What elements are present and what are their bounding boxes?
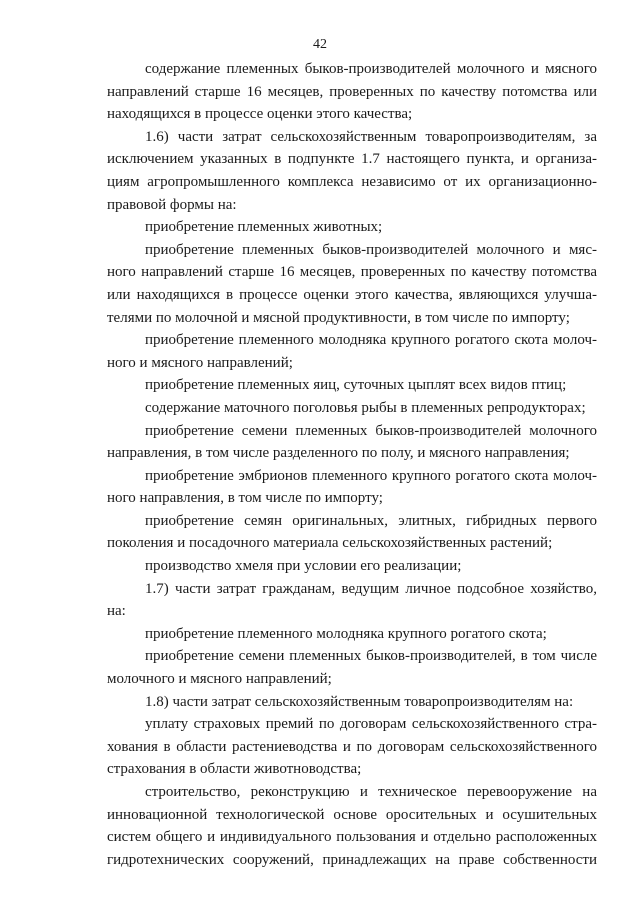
paragraph: 1.8) части затрат сельскохозяйственным товаропроизводителям на: [145,693,574,710]
paragraph: 1.7) части затрат гражданам, ведущим личное подсобное хозяйство, на: [107,580,597,620]
document-body [107,58,597,871]
paragraph: приобретение семени племенных быков-производителей молочного направления, в том числе разделенного по полу, и мясного направления; [107,422,597,462]
paragraph: приобретение племенного молодняка крупного рогатого скота; [145,625,547,642]
paragraph: строительство, реконструкцию и техническое перевооружение на инновационной технологической основе оросительных и осушительных систем общего и индивидуального пользования и отдельно расположенных гидротехнических сооружений, принадлежащих на праве собственности [107,784,597,868]
paragraph: приобретение семян оригинальных, элитных, гибридных первого поколения и посадочного материала сельскохозяйственных растений; [107,512,597,552]
paragraph: приобретение племенных быков-производителей молочного и мясного направлений старше 16 месяцев, проверенных по качеству потомства или находящихся в процессе оценки этого качества, являющихся улучшателями по молочной и мясной продуктивности, в том числе по импорту; [107,241,597,326]
paragraph: приобретение племенных животных; [145,219,383,236]
paragraph: уплату страховых премий по договорам сельскохозяйственного страхования в области растениеводства и по договорам сельскохозяйственного страхования в области животноводства; [107,716,597,778]
paragraph: содержание маточного поголовья рыбы в племенных репродукторах; [145,399,586,416]
paragraph: приобретение эмбрионов племенного крупного рогатого скота молочного направления, в том числе по импорту; [107,467,597,507]
paragraph: приобретение племенных яиц, суточных цыплят всех видов птиц; [145,377,567,394]
paragraph: приобретение семени племенных быков-производителей, в том числе молочного и мясного направлений; [107,648,597,688]
paragraph: 1.6) части затрат сельскохозяйственным товаропроизводителям, за исключением указанных в подпункте 1.7 настоящего пункта, и организациям агропромышленного комплекса независимо от их организационно-правовой формы на: [107,128,597,213]
paragraph: производство хмеля при условии его реализации; [145,558,462,575]
page-number: 42 [313,37,327,52]
paragraph: приобретение племенного молодняка крупного рогатого скота молочного и мясного направлений; [107,332,597,371]
paragraph: содержание племенных быков-производителей молочного и мясного направлений старше 16 месяцев, проверенных по качеству потомства или находящихся в процессе оценки этого качества; [107,61,597,123]
